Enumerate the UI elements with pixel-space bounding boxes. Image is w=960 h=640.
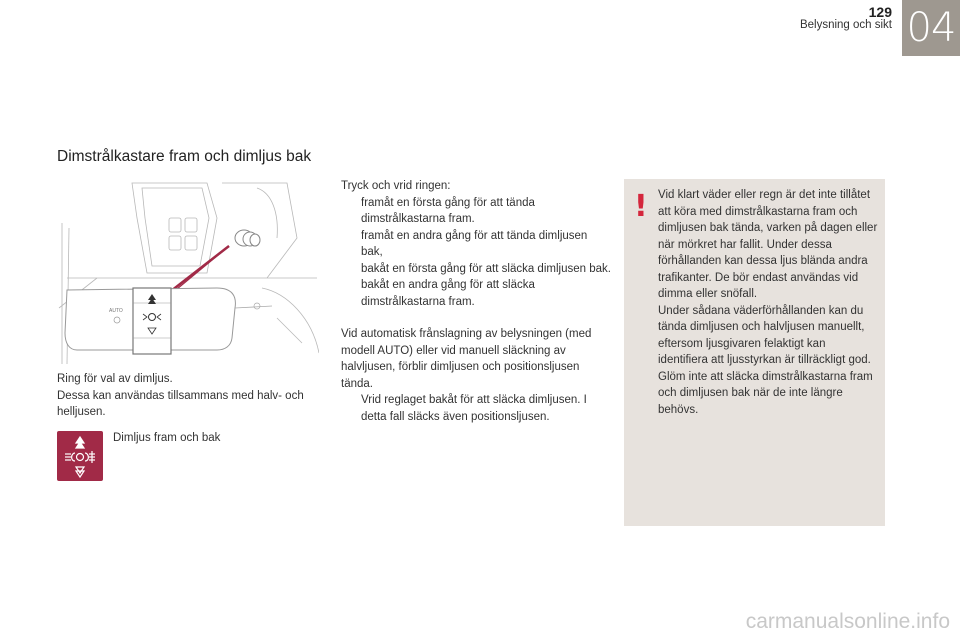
warning-paragraph: Vid klart väder eller regn är det inte tillåtet att köra med dimstrålkastarna fram och dimljusen bak tända, varken på dagen eller när mörkret har fallit. Under dessa förhållanden kan dessa ljus blända andra trafikanter. De bör endast användas vid dimma eller snöfall. xyxy=(658,189,878,300)
list-item: framåt en första gång för att tända dimstrålkastarna fram. xyxy=(341,195,611,228)
bullet-mark xyxy=(341,228,361,261)
list-item: bakåt en andra gång för att släcka dimstrålkastarna fram. xyxy=(341,277,611,310)
warning-text xyxy=(658,187,878,418)
warning-paragraph: Glöm inte att släcka dimstrålkastarna fram och dimljusen bak när de inte längre behövs. xyxy=(658,370,873,416)
caption-line-2: Dessa kan användas tillsammans med halv- och helljusen. xyxy=(57,389,304,418)
bullet-mark xyxy=(341,261,361,278)
instructions-column xyxy=(341,178,611,425)
fog-light-stalk-illustration xyxy=(57,178,319,364)
instructions-intro: Tryck och vrid ringen: xyxy=(341,180,451,192)
bullet-mark xyxy=(341,277,361,310)
auto-label: AUTO xyxy=(109,308,123,314)
list-item: bakåt en första gång för att släcka dimljusen bak. xyxy=(341,261,611,278)
illustration-caption xyxy=(57,371,317,421)
page-number: 129 xyxy=(868,4,892,20)
warning-paragraph: Under sådana väderförhållanden kan du tända dimljusen och halvljusen manuellt, eftersom ljusgivaren felaktigt kan identifiera att ljusstyrkan är tillräckligt god. xyxy=(658,304,871,366)
chapter-tab: 04 xyxy=(902,0,960,56)
caption-line-1: Ring för val av dimljus. xyxy=(57,373,173,385)
fog-lights-icon xyxy=(57,431,103,481)
warning-box xyxy=(624,179,885,526)
auto-mode-text: Vid automatisk frånslagning av belysningen (med modell AUTO) eller vid manuell släckning av halvljusen, förblir dimljusen och positionsljusen tända. xyxy=(341,328,592,390)
chapter-title: Belysning och sikt xyxy=(799,19,892,31)
warning-icon: ! xyxy=(634,189,648,224)
bullet-mark xyxy=(341,392,361,425)
bullet-mark xyxy=(341,195,361,228)
fog-lights-label: Dimljus fram och bak xyxy=(113,432,221,444)
list-item: framåt en andra gång för att tända dimljusen bak, xyxy=(341,228,611,261)
section-title: Dimstrålkastare fram och dimljus bak xyxy=(57,148,312,165)
watermark: carmanualsonline.info xyxy=(745,610,950,633)
list-item: Vrid reglaget bakåt för att släcka dimljusen. I detta fall släcks även positionsljusen. xyxy=(341,392,611,425)
